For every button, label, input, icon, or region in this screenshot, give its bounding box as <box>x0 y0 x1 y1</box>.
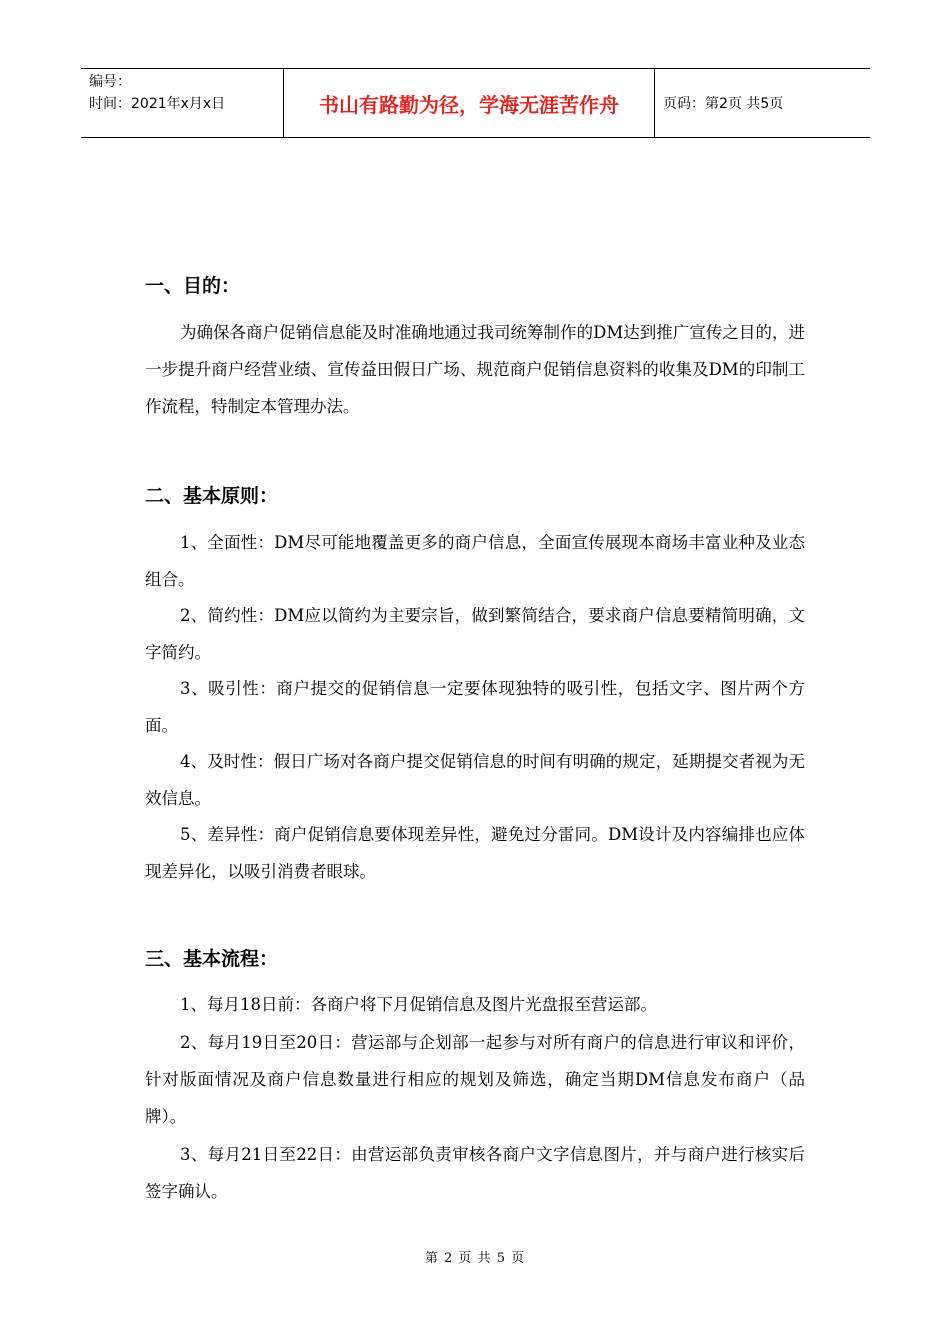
header-meta <box>81 69 283 137</box>
header-page-code: 页码：第2页 共5页 <box>663 96 784 112</box>
paragraph: 4、及时性：假日广场对各商户提交促销信息的时间有明确的规定，延期提交者视为无效信息。 <box>145 752 805 808</box>
header-motto: 书山有路勤为径，学海无涯苦作舟 <box>283 69 655 137</box>
paragraph: 5、差异性：商户促销信息要体现差异性，避免过分雷同。DM设计及内容编排也应体现差异化，以吸引消费者眼球。 <box>145 825 805 881</box>
paragraph: 2、每月19日至20日：营运部与企划部一起参与对所有商户的信息进行审议和评价，针对版面情况及商户信息数量进行相应的规划及筛选，确定当期DM信息发布商户（品牌）。 <box>145 1033 805 1126</box>
paragraph: 2、简约性：DM应以简约为主要宗旨，做到繁简结合，要求商户信息要精简明确，文字简约。 <box>145 606 805 662</box>
page-header <box>81 68 870 138</box>
section-heading-purpose: 一、目的： <box>145 275 241 297</box>
document-number-label: 编号： <box>89 74 131 90</box>
document-time-label: 时间：2021年x月x日 <box>89 96 226 112</box>
page-footer: 第 2 页 共 5 页 <box>424 1251 526 1266</box>
section-heading-principles: 二、基本原则： <box>145 485 279 507</box>
paragraph: 1、全面性：DM尽可能地覆盖更多的商户信息，全面宣传展现本商场丰富业种及业态组合。 <box>145 533 805 589</box>
paragraph: 为确保各商户促销信息能及时准确地通过我司统筹制作的DM达到推广宣传之目的，进一步提升商户经营业绩、宣传益田假日广场、规范商户促销信息资料的收集及DM的印制工作流程，特制定本管理办法。 <box>145 323 805 416</box>
paragraph: 1、每月18日前：各商户将下月促销信息及图片光盘报至营运部。 <box>180 995 657 1014</box>
paragraph: 3、吸引性：商户提交的促销信息一定要体现独特的吸引性，包括文字、图片两个方面。 <box>145 679 805 735</box>
section-heading-process: 三、基本流程： <box>145 948 279 970</box>
paragraph: 3、每月21日至22日：由营运部负责审核各商户文字信息图片，并与商户进行核实后签字确认。 <box>145 1145 805 1201</box>
